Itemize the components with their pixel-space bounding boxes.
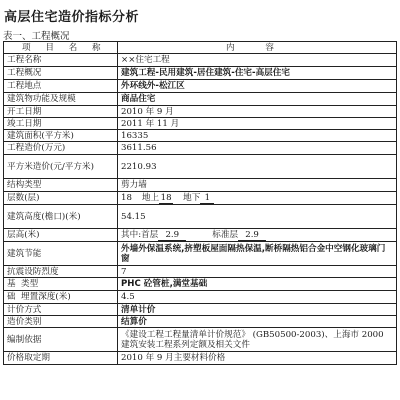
row-value: 16335 bbox=[118, 130, 397, 142]
row-value: 商品住宅 bbox=[118, 93, 397, 106]
table-row bbox=[4, 155, 397, 179]
table-row bbox=[4, 291, 397, 304]
floors-above-value: 18 bbox=[160, 192, 172, 203]
row-label: 抗震设防烈度 bbox=[4, 266, 118, 278]
row-value: 2010 年 9 月 bbox=[118, 106, 397, 118]
table-row bbox=[4, 352, 397, 365]
row-label: 造价类别 bbox=[4, 316, 118, 328]
header-content: 内 容 bbox=[118, 42, 397, 54]
row-label-split bbox=[4, 278, 118, 291]
header-item-name: 项 目 名 称 bbox=[4, 42, 118, 54]
floors-below-value: 1 bbox=[200, 193, 214, 204]
table-row bbox=[4, 93, 397, 106]
foundation-label-part: 础 bbox=[7, 292, 16, 302]
table-row bbox=[4, 205, 397, 229]
row-label: 开工日期 bbox=[4, 106, 118, 118]
row-label: 价格取定期 bbox=[4, 352, 118, 365]
table-row bbox=[4, 266, 397, 278]
table-row bbox=[4, 229, 397, 242]
table-row bbox=[4, 67, 397, 80]
floors-total: 18 bbox=[121, 192, 132, 203]
row-label: 建筑高度(檐口)(米) bbox=[4, 205, 118, 229]
table-row bbox=[4, 106, 397, 118]
row-label: 工程概况 bbox=[4, 67, 118, 80]
row-label: 建筑节能 bbox=[4, 242, 118, 266]
row-label: 工程名称 bbox=[4, 54, 118, 67]
foundation-type-label: 类型 bbox=[21, 279, 39, 289]
table-row bbox=[4, 192, 397, 205]
table-row bbox=[4, 142, 397, 155]
floors-above-label: 地上 bbox=[141, 192, 160, 203]
foundation-label-part: 基 bbox=[7, 279, 16, 289]
row-value: ××住宅工程 bbox=[118, 54, 397, 67]
table-row bbox=[4, 179, 397, 192]
row-label: 工程造价(万元) bbox=[4, 142, 118, 155]
row-value: 3611.56 bbox=[118, 142, 397, 155]
row-label: 工程地点 bbox=[4, 80, 118, 93]
row-label: 层高(米) bbox=[4, 229, 118, 242]
row-value: 外墙外保温系统,挤塑板屋面隔热保温,断桥隔热铝合金中空钢化玻璃门窗 bbox=[118, 242, 397, 266]
row-value: 剪力墙 bbox=[118, 179, 397, 192]
table-row bbox=[4, 316, 397, 328]
table-caption: 表一、工程概况 bbox=[3, 31, 70, 42]
row-value: 2010 年 9 月主要材料价格 bbox=[118, 352, 397, 365]
row-value: PHC 砼管桩,满堂基础 bbox=[118, 278, 397, 291]
row-value: 《建设工程工程量清单计价规范》 (GB50500-2003)、上海市 2000 建筑安装工程系列定额及相关文件 bbox=[118, 328, 397, 352]
row-value: 2011 年 11 月 bbox=[118, 118, 397, 130]
row-label-split bbox=[4, 291, 118, 304]
table-row bbox=[4, 118, 397, 130]
table-row bbox=[4, 242, 397, 266]
table-row bbox=[4, 278, 397, 291]
row-value: 4.5 bbox=[118, 291, 397, 304]
table-row bbox=[4, 130, 397, 142]
row-label: 层数(层) bbox=[4, 192, 118, 205]
foundation-depth-label: 埋置深度(米) bbox=[21, 292, 71, 302]
row-label: 结构类型 bbox=[4, 179, 118, 192]
table-header-row bbox=[4, 42, 397, 54]
row-value: 7 bbox=[118, 266, 397, 278]
row-value: 清单计价 bbox=[118, 304, 397, 316]
table-row bbox=[4, 328, 397, 352]
floor-height-prefix: 其中:首层 bbox=[121, 229, 159, 240]
standard-floor-label: 标准层 bbox=[212, 229, 239, 240]
first-floor-height: 2.9 bbox=[158, 230, 186, 241]
floors-below-label: 地下 bbox=[183, 192, 201, 203]
table-row bbox=[4, 304, 397, 316]
row-label: 建筑物功能及规模 bbox=[4, 93, 118, 106]
row-value: 2210.93 bbox=[118, 155, 397, 179]
row-value: 结算价 bbox=[118, 316, 397, 328]
standard-floor-height: 2.9 bbox=[238, 230, 266, 241]
row-label: 编制依据 bbox=[4, 328, 118, 352]
table-row bbox=[4, 54, 397, 67]
table-row bbox=[4, 80, 397, 93]
row-value-floors bbox=[118, 192, 397, 205]
row-label: 竣工日期 bbox=[4, 118, 118, 130]
row-label: 建筑面积(平方米) bbox=[4, 130, 118, 142]
row-value: 外环线外-松江区 bbox=[118, 80, 397, 93]
row-value: 54.15 bbox=[118, 205, 397, 229]
row-value: 建筑工程-民用建筑-居住建筑-住宅-高层住宅 bbox=[118, 67, 397, 80]
row-label: 计价方式 bbox=[4, 304, 118, 316]
row-label: 平方米造价(元/平方米) bbox=[4, 155, 118, 179]
row-value-floor-height bbox=[118, 229, 397, 242]
project-overview-table bbox=[3, 41, 397, 365]
page-title: 高层住宅造价指标分析 bbox=[4, 10, 140, 25]
